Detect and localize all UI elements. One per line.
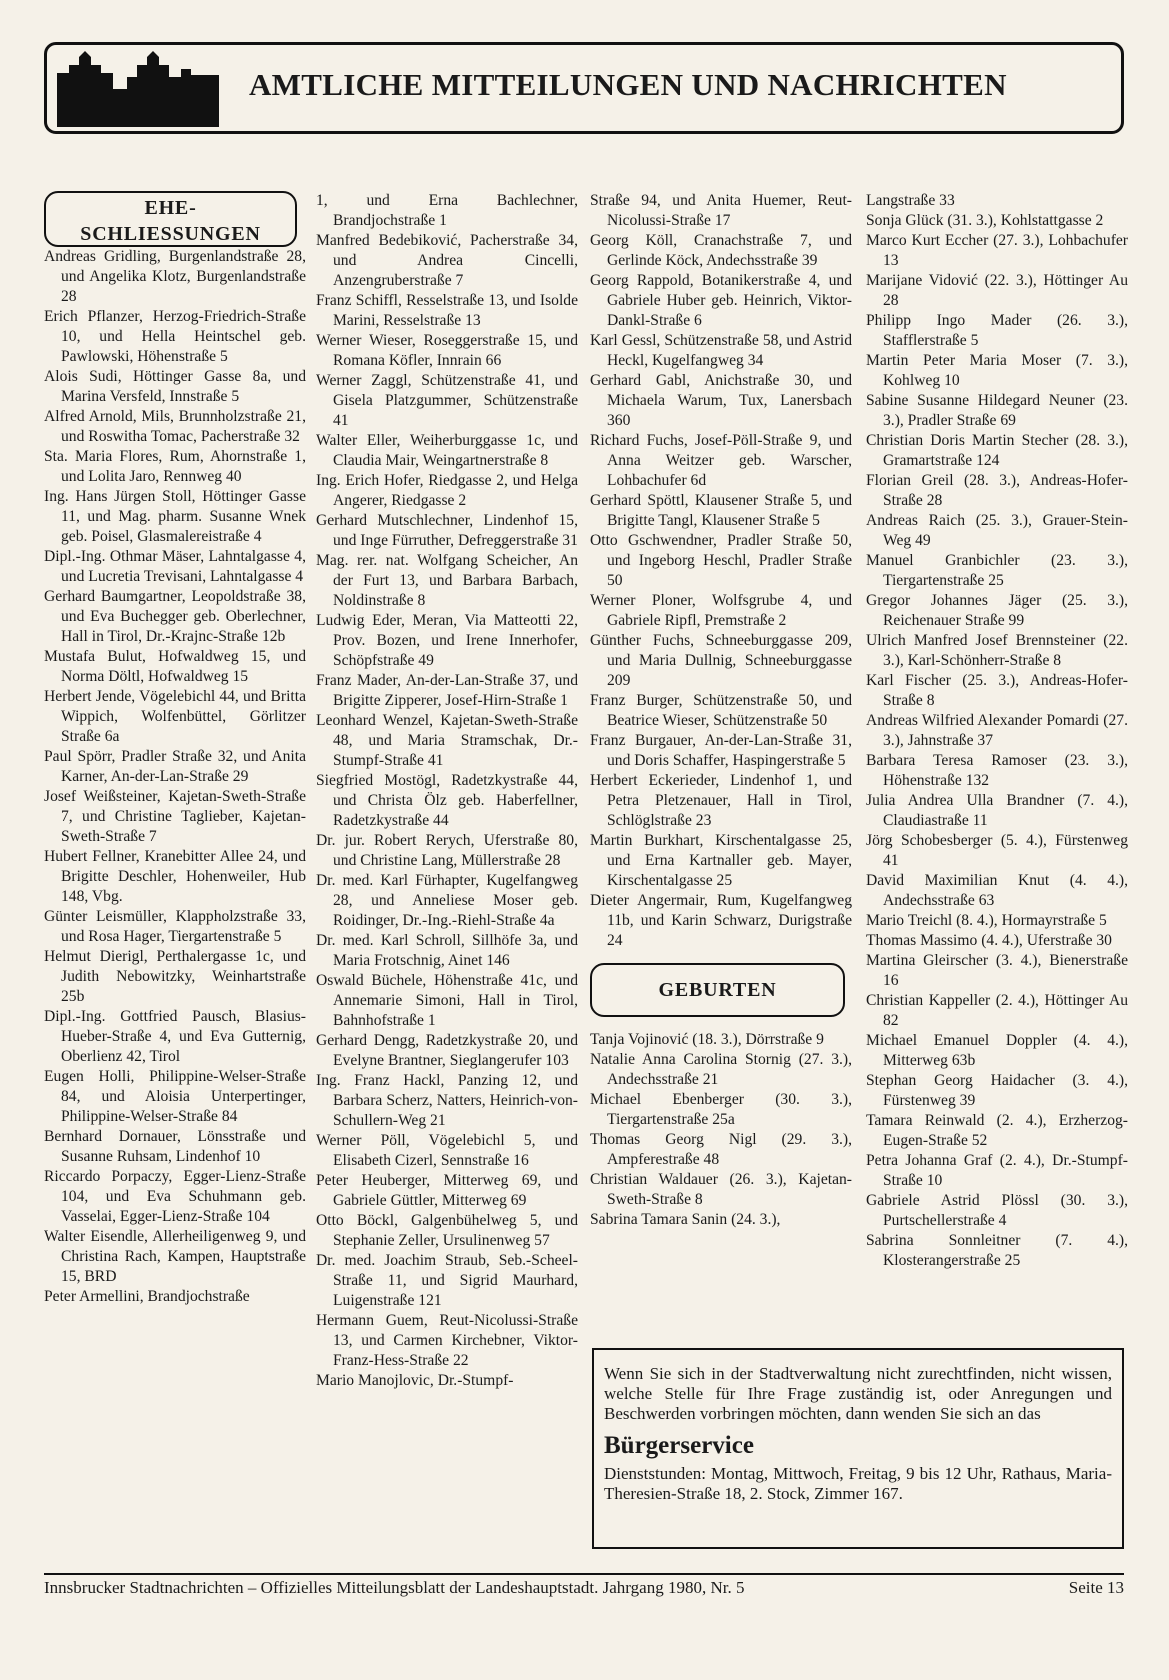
- list-item: Georg Köll, Cranachstraße 7, und Gerlinde Köck, Andechsstraße 39: [590, 232, 852, 269]
- footer-publication: Innsbrucker Stadtnachrichten – Offizielles Mitteilungsblatt der Landeshauptstadt. Jahrgang 1980, Nr. 5: [44, 1578, 745, 1597]
- list-item: Bernhard Dornauer, Lönsstraße und Susanne Ruhsam, Lindenhof 10: [44, 1128, 306, 1165]
- marriages-heading-text: EHE- SCHLIESSUNGEN: [80, 197, 261, 245]
- list-item: Helmut Dierigl, Perthalergasse 1c, und Judith Nebowitzky, Weinhartstraße 25b: [44, 948, 306, 1005]
- list-item: Peter Armellini, Brandjochstraße: [44, 1288, 250, 1305]
- list-item: Georg Rappold, Botanikerstraße 4, und Gabriele Huber geb. Heinrich, Viktor-Dankl-Straße 6: [590, 272, 852, 329]
- list-item: David Maximilian Knut (4. 4.), Andechsstraße 63: [866, 872, 1128, 909]
- list-item: Andreas Raich (25. 3.), Grauer-Stein-Weg 49: [866, 512, 1128, 549]
- service-intro: Wenn Sie sich in der Stadtverwaltung nicht zurechtfinden, nicht wissen, welche Stelle für Ihre Frage zuständig ist, oder Anregungen und Beschwerden vorbringen möchten, dann wenden Sie sich an das: [604, 1364, 1112, 1423]
- list-item: Christian Doris Martin Stecher (28. 3.), Gramartstraße 124: [866, 432, 1128, 469]
- list-item: Thomas Massimo (4. 4.), Uferstraße 30: [866, 932, 1112, 949]
- list-item: Thomas Georg Nigl (29. 3.), Ampferestraße 48: [590, 1131, 852, 1168]
- list-item: Dr. jur. Robert Rerych, Uferstraße 80, und Christine Lang, Müllerstraße 28: [316, 832, 578, 869]
- list-item: Michael Ebenberger (30. 3.), Tiergartenstraße 25a: [590, 1091, 852, 1128]
- list-item: Gabriele Astrid Plössl (30. 3.), Purtschellerstraße 4: [866, 1192, 1128, 1229]
- list-item: Tamara Reinwald (2. 4.), Erzherzog-Eugen-Straße 52: [866, 1112, 1128, 1149]
- list-item: Erich Pflanzer, Herzog-Friedrich-Straße 10, und Hella Heintschel geb. Pawlowski, Höhenstraße 5: [44, 308, 306, 365]
- list-item: Günther Fuchs, Schneeburggasse 209, und Maria Dullnig, Schneeburggasse 209: [590, 632, 852, 689]
- list-item: Dipl.-Ing. Othmar Mäser, Lahntalgasse 4, und Lucretia Trevisani, Lahntalgasse 4: [44, 548, 306, 585]
- list-item: Petra Johanna Graf (2. 4.), Dr.-Stumpf-Straße 10: [866, 1152, 1128, 1189]
- list-item: Otto Gschwendner, Pradler Straße 50, und Ingeborg Heschl, Pradler Straße 50: [590, 532, 852, 589]
- list-item: Dr. med. Karl Fürhapter, Kugelfangweg 28, und Anneliese Moser geb. Roidinger, Dr.-Ing.-Riehl-Straße 4a: [316, 872, 578, 929]
- list-item: Alois Sudi, Höttinger Gasse 8a, und Marina Versfeld, Innstraße 5: [44, 368, 306, 405]
- list-item: Martina Gleirscher (3. 4.), Bienerstraße 16: [866, 952, 1128, 989]
- list-item: Sabrina Sonnleitner (7. 4.), Klosterangerstraße 25: [866, 1232, 1128, 1269]
- service-title: Bürgerservice: [604, 1432, 754, 1459]
- list-item: Franz Burger, Schützenstraße 50, und Beatrice Wieser, Schützenstraße 50: [590, 692, 852, 729]
- footer-divider: [44, 1573, 1124, 1575]
- header-banner: [44, 42, 1124, 134]
- list-item: Eugen Holli, Philippine-Welser-Straße 84, und Aloisia Unterpertinger, Philippine-Welser-Straße 84: [44, 1068, 306, 1125]
- list-item: Gerhard Spöttl, Klausener Straße 5, und Brigitte Tangl, Klausener Straße 5: [590, 492, 852, 529]
- list-item: Mag. rer. nat. Wolfgang Scheicher, An der Furt 13, und Barbara Barbach, Noldinstraße 8: [316, 552, 578, 609]
- column-1: [44, 191, 306, 1307]
- list-item: Hermann Guem, Reut-Nicolussi-Straße 13, und Carmen Kirchebner, Viktor-Franz-Hess-Straße 22: [316, 1312, 578, 1369]
- list-item: Dr. med. Karl Schroll, Sillhöfe 3a, und Maria Frotschnig, Ainet 146: [316, 932, 578, 969]
- marriage-list-2: [316, 191, 578, 1391]
- list-item: Leonhard Wenzel, Kajetan-Sweth-Straße 48, und Maria Stramschak, Dr.-Stumpf-Straße 41: [316, 712, 578, 769]
- list-item: Herbert Jende, Vögelebichl 44, und Britta Wippich, Wolfenbüttel, Görlitzer Straße 6a: [44, 688, 306, 745]
- marriage-list-1: [44, 247, 306, 1307]
- list-item: Alfred Arnold, Mils, Brunnholzstraße 21, und Roswitha Tomac, Pacherstraße 32: [44, 408, 306, 445]
- list-item: Ing. Erich Hofer, Riedgasse 2, und Helga Angerer, Riedgasse 2: [316, 472, 578, 509]
- list-item: Dr. med. Joachim Straub, Seb.-Scheel-Straße 11, und Sigrid Maurhard, Luigenstraße 121: [316, 1252, 578, 1309]
- column-2: [316, 191, 578, 1391]
- list-item: Philipp Ingo Mader (26. 3.), Stafflerstraße 5: [866, 312, 1128, 349]
- header-title: AMTLICHE MITTEILUNGEN UND NACHRICHTEN: [249, 67, 1007, 102]
- birth-list-2: [866, 191, 1128, 1271]
- births-heading-text: GEBURTEN: [658, 979, 777, 1001]
- list-item: Julia Andrea Ulla Brandner (7. 4.), Claudiastraße 11: [866, 792, 1128, 829]
- list-item: Marijane Vidović (22. 3.), Höttinger Au 28: [866, 272, 1128, 309]
- section-heading-marriages: [44, 191, 297, 247]
- list-item: Sonja Glück (31. 3.), Kohlstattgasse 2: [866, 212, 1104, 229]
- list-item: Gerhard Mutschlechner, Lindenhof 15, und Inge Fürruther, Defreggerstraße 31: [316, 512, 578, 549]
- list-item: Werner Wieser, Roseggerstraße 15, und Romana Köfler, Innrain 66: [316, 332, 578, 369]
- list-item: Walter Eller, Weiherburggasse 1c, und Claudia Mair, Weingartnerstraße 8: [316, 432, 578, 469]
- list-item: Martin Burkhart, Kirschentalgasse 25, und Erna Kartnaller geb. Mayer, Kirschentalgasse 25: [590, 832, 852, 889]
- list-item: Jörg Schobesberger (5. 4.), Fürstenweg 41: [866, 832, 1128, 869]
- list-item: Paul Spörr, Pradler Straße 32, und Anita Karner, An-der-Lan-Straße 29: [44, 748, 306, 785]
- list-item: Mario Manojlovic, Dr.-Stumpf-: [316, 1372, 514, 1389]
- list-item: Oswald Büchele, Höhenstraße 41c, und Annemarie Simoni, Hall in Tirol, Bahnhofstraße 1: [316, 972, 578, 1029]
- list-item: Karl Gessl, Schützenstraße 58, und Astrid Heckl, Kugelfangweg 34: [590, 332, 852, 369]
- list-item: Martin Peter Maria Moser (7. 3.), Kohlweg 10: [866, 352, 1128, 389]
- list-item: Werner Zaggl, Schützenstraße 41, und Gisela Platzgummer, Schützenstraße 41: [316, 372, 578, 429]
- footer-page-number: Seite 13: [1068, 1578, 1124, 1597]
- list-item: Hubert Fellner, Kranebitter Allee 24, und Brigitte Deschler, Hohenweiler, Hub 148, Vbg.: [44, 848, 306, 905]
- footer: [44, 1578, 1124, 1598]
- list-item: Herbert Eckerieder, Lindenhof 1, und Petra Pletzenauer, Hall in Tirol, Schlöglstraße 23: [590, 772, 852, 829]
- list-item: Manfred Bedebiković, Pacherstraße 34, und Andrea Cincelli, Anzengruberstraße 7: [316, 232, 578, 289]
- list-item: Werner Pöll, Vögelebichl 5, und Elisabeth Cizerl, Sennstraße 16: [316, 1132, 578, 1169]
- list-item: Gerhard Gabl, Anichstraße 30, und Michaela Warum, Tux, Lanersbach 360: [590, 372, 852, 429]
- list-item: Franz Burgauer, An-der-Lan-Straße 31, und Doris Schaffer, Haspingerstraße 5: [590, 732, 852, 769]
- list-item: Sabine Susanne Hildegard Neuner (23. 3.), Pradler Straße 69: [866, 392, 1128, 429]
- list-item: Sabrina Tamara Sanin (24. 3.),: [590, 1211, 781, 1228]
- list-item: Langstraße 33: [866, 192, 955, 209]
- list-item: Dieter Angermair, Rum, Kugelfangweg 11b, und Karin Schwarz, Durigstraße 24: [590, 892, 852, 949]
- list-item: Christian Waldauer (26. 3.), Kajetan-Sweth-Straße 8: [590, 1171, 852, 1208]
- list-item: Sta. Maria Flores, Rum, Ahornstraße 1, und Lolita Jaro, Rennweg 40: [44, 448, 306, 485]
- list-item: Gerhard Baumgartner, Leopoldstraße 38, und Eva Buchegger geb. Oberlechner, Hall in Tirol, Dr.-Krajnc-Straße 12b: [44, 588, 306, 645]
- list-item: Christian Kappeller (2. 4.), Höttinger Au 82: [866, 992, 1128, 1029]
- buergerservice-box: [592, 1348, 1124, 1549]
- list-item: Tanja Vojinović (18. 3.), Dörrstraße 9: [590, 1031, 824, 1048]
- list-item: Franz Mader, An-der-Lan-Straße 37, und Brigitte Zipperer, Josef-Hirn-Straße 1: [316, 672, 578, 709]
- list-item: Ing. Hans Jürgen Stoll, Höttinger Gasse 11, und Mag. pharm. Susanne Wnek geb. Poisel, Glasmalereistraße 4: [44, 488, 306, 545]
- list-item: Ulrich Manfred Josef Brennsteiner (22. 3.), Karl-Schönherr-Straße 8: [866, 632, 1128, 669]
- list-item: Werner Ploner, Wolfsgrube 4, und Gabriele Ripfl, Premstraße 2: [590, 592, 852, 629]
- column-4: [866, 191, 1128, 1271]
- column-3: [590, 191, 852, 1230]
- marriage-list-3: [590, 191, 852, 951]
- list-item: Dipl.-Ing. Gottfried Pausch, Blasius-Hueber-Straße 4, und Eva Gutternig, Oberlienz 42, Tirol: [44, 1008, 306, 1065]
- list-item: Andreas Wilfried Alexander Pomardi (27. 3.), Jahnstraße 37: [866, 712, 1128, 749]
- list-item: 1, und Erna Bachlechner, Brandjochstraße 1: [316, 192, 578, 229]
- list-item: Franz Schiffl, Resselstraße 13, und Isolde Marini, Resselstraße 13: [316, 292, 578, 329]
- list-item: Andreas Gridling, Burgenlandstraße 28, und Angelika Klotz, Burgenlandstraße 28: [44, 248, 306, 305]
- list-item: Richard Fuchs, Josef-Pöll-Straße 9, und Anna Weitzer geb. Warscher, Lohbachufer 6d: [590, 432, 852, 489]
- list-item: Mustafa Bulut, Hofwaldweg 15, und Norma Döltl, Hofwaldweg 15: [44, 648, 306, 685]
- birth-list-1: [590, 1030, 852, 1230]
- list-item: Günter Leismüller, Klappholzstraße 33, und Rosa Hager, Tiergartenstraße 5: [44, 908, 306, 945]
- list-item: Gerhard Dengg, Radetzkystraße 20, und Evelyne Brantner, Sieglangerufer 103: [316, 1032, 578, 1069]
- service-hours: Dienststunden: Montag, Mittwoch, Freitag, 9 bis 12 Uhr, Rathaus, Maria-Theresien-Straße 18, 2. Stock, Zimmer 167.: [604, 1464, 1112, 1503]
- list-item: Otto Böckl, Galgenbühelweg 5, und Stephanie Zeller, Ursulinenweg 57: [316, 1212, 578, 1249]
- list-item: Michael Emanuel Doppler (4. 4.), Mitterweg 63b: [866, 1032, 1128, 1069]
- section-heading-births: [590, 963, 845, 1017]
- list-item: Josef Weißsteiner, Kajetan-Sweth-Straße 7, und Christine Taglieber, Kajetan-Sweth-Straße 7: [44, 788, 306, 845]
- list-item: Straße 94, und Anita Huemer, Reut-Nicolussi-Straße 17: [590, 192, 852, 229]
- list-item: Manuel Granbichler (23. 3.), Tiergartenstraße 25: [866, 552, 1128, 589]
- list-item: Siegfried Mostögl, Radetzkystraße 44, und Christa Ölz geb. Haberfellner, Radetzkystraße 44: [316, 772, 578, 829]
- city-towers-logo-icon: [57, 51, 219, 127]
- list-item: Karl Fischer (25. 3.), Andreas-Hofer-Straße 8: [866, 672, 1128, 709]
- list-item: Riccardo Porpaczy, Egger-Lienz-Straße 104, und Eva Schuhmann geb. Vasselai, Egger-Lienz-Straße 104: [44, 1168, 306, 1225]
- list-item: Walter Eisendle, Allerheiligenweg 9, und Christina Rach, Kampen, Hauptstraße 15, BRD: [44, 1228, 306, 1285]
- list-item: Marco Kurt Eccher (27. 3.), Lohbachufer 13: [866, 232, 1128, 269]
- list-item: Natalie Anna Carolina Stornig (27. 3.), Andechsstraße 21: [590, 1051, 852, 1088]
- list-item: Barbara Teresa Ramoser (23. 3.), Höhenstraße 132: [866, 752, 1128, 789]
- list-item: Gregor Johannes Jäger (25. 3.), Reichenauer Straße 99: [866, 592, 1128, 629]
- list-item: Ludwig Eder, Meran, Via Matteotti 22, Prov. Bozen, und Irene Innerhofer, Schöpfstraße 49: [316, 612, 578, 669]
- list-item: Ing. Franz Hackl, Panzing 12, und Barbara Scherz, Natters, Heinrich-von-Schullern-Weg 21: [316, 1072, 578, 1129]
- list-item: Stephan Georg Haidacher (3. 4.), Fürstenweg 39: [866, 1072, 1128, 1109]
- list-item: Florian Greil (28. 3.), Andreas-Hofer-Straße 28: [866, 472, 1128, 509]
- list-item: Mario Treichl (8. 4.), Hormayrstraße 5: [866, 912, 1107, 929]
- list-item: Peter Heuberger, Mitterweg 69, und Gabriele Güttler, Mitterweg 69: [316, 1172, 578, 1209]
